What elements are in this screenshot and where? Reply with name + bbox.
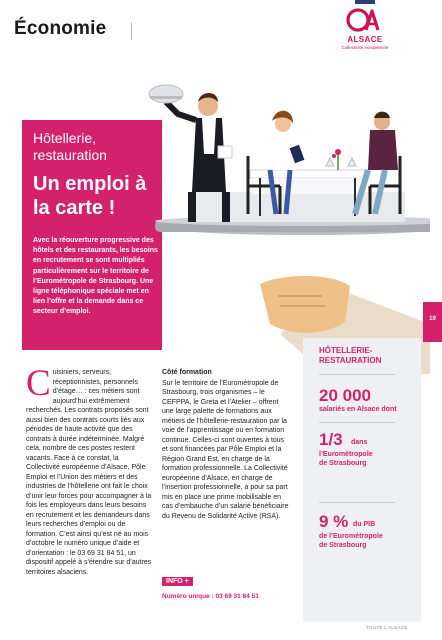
dropcap: C [26,363,51,404]
stats-heading-line1: HÔTELLERIE- [319,346,373,355]
page-number: 19 [429,316,436,322]
stat-gdp-line2: de Strasbourg [319,542,367,549]
stat-gdp-suffix: du PIB [353,521,376,528]
stats-heading-line2: RESTAURATION [319,356,382,365]
stat-gdp-line1: de l’Eurométropole [319,533,383,540]
stats-divider [319,374,395,375]
article-column-2 [162,368,290,521]
hero-subtitle: Hôtellerie, restauration [33,130,107,163]
stat-share-line2: de Strasbourg [319,460,367,467]
alsace-logo[interactable] [336,0,394,62]
stat-share-value: 1/3 [319,430,343,449]
page-number-tab [423,302,442,342]
logo-emblem-icon [336,0,394,36]
article-body-2: Sur le territoire de l’Eurométropole de Strasbourg, trois organismes – le CEFPPA, le Greta et l’Atelier – offrent une large palette de formations aux métiers de l’hôtellerie-restauration par la voie de l’apprentissage ou en formation continue. Celles-ci sont ouvertes à tous et sont financées par Pôle Emploi et la Région Grand Est, en charge de la formation professionnelle. La Collectivité européenne d’Alsace, en charge de l’insertion professionnelle, a pour sa part mis en place une prime mobilisable en cas d’embauche d’un salarié bénéficiaire du Revenu de Solidarité Active (RSA). [162,379,289,520]
stat-employees-label: salariés en Alsace dont [319,406,397,413]
hero-intro: Avec la réouverture progressive des hôtels et des restaurants, les besoins en recrutement se sont multipliés particulièrement sur le territoire de l’Eurométropole de Strasbourg. Une ligne téléphonique spéciale met en lien l’offre et la demande dans ce secteur d’emploi. [33,237,158,316]
stats-divider [319,502,395,503]
article-column-1 [26,363,153,577]
stats-box [303,338,421,622]
stat-share-line1: l’Eurométropole [319,451,373,458]
footer-magazine-name: TOUTE L’ALSACE [366,625,408,630]
info-badge: INFO + [162,577,193,586]
stats-divider [319,422,395,423]
waiter-tray-illustration [130,74,430,374]
logo-name: ALSACE [347,35,383,44]
section-title: Économie [14,18,107,39]
stats-heading [319,346,381,366]
hero-title: Un emploi à la carte ! [33,173,147,219]
info-phone[interactable]: Numéro unique : 03 69 31 84 51 [162,593,259,600]
title-divider [131,22,132,40]
formation-heading: Côté formation [162,369,212,376]
stat-gdp-value: 9 % [319,512,349,531]
stat-share-suffix: dans [351,439,368,446]
logo-tagline: Collectivité européenne [341,45,389,50]
stat-employees-value: 20 000 [319,386,371,405]
article-body-1: uisiniers, serveurs, réceptionnistes, personnels d’étage… : ces métiers sont aujourd’hui extrêmement recherchés. Les contrats proposés sont aussi bien des contrats courts liés aux périodes de haute activité que des contrats à durée indéterminée. Malgré cela, nombre de ces postes restent vacants. Face à ce constat, la Collectivité européenne d’Alsace, Pôle Emploi et l’Union des métiers et des industries de l’hôtellerie ont fait le choix d’unir leur forces pour accompagner à la fois les employeurs dans leurs besoins en recrutement et les demandeurs dans leurs recherches d’emploi ou de formation. C’est ainsi qu’est né au mois d’octobre le numéro unique d’aide et d’orientation : le 03 69 31 84 51, un dispositif appelé à s’étendre sur d’autres territoires alsaciens. [26,369,152,576]
